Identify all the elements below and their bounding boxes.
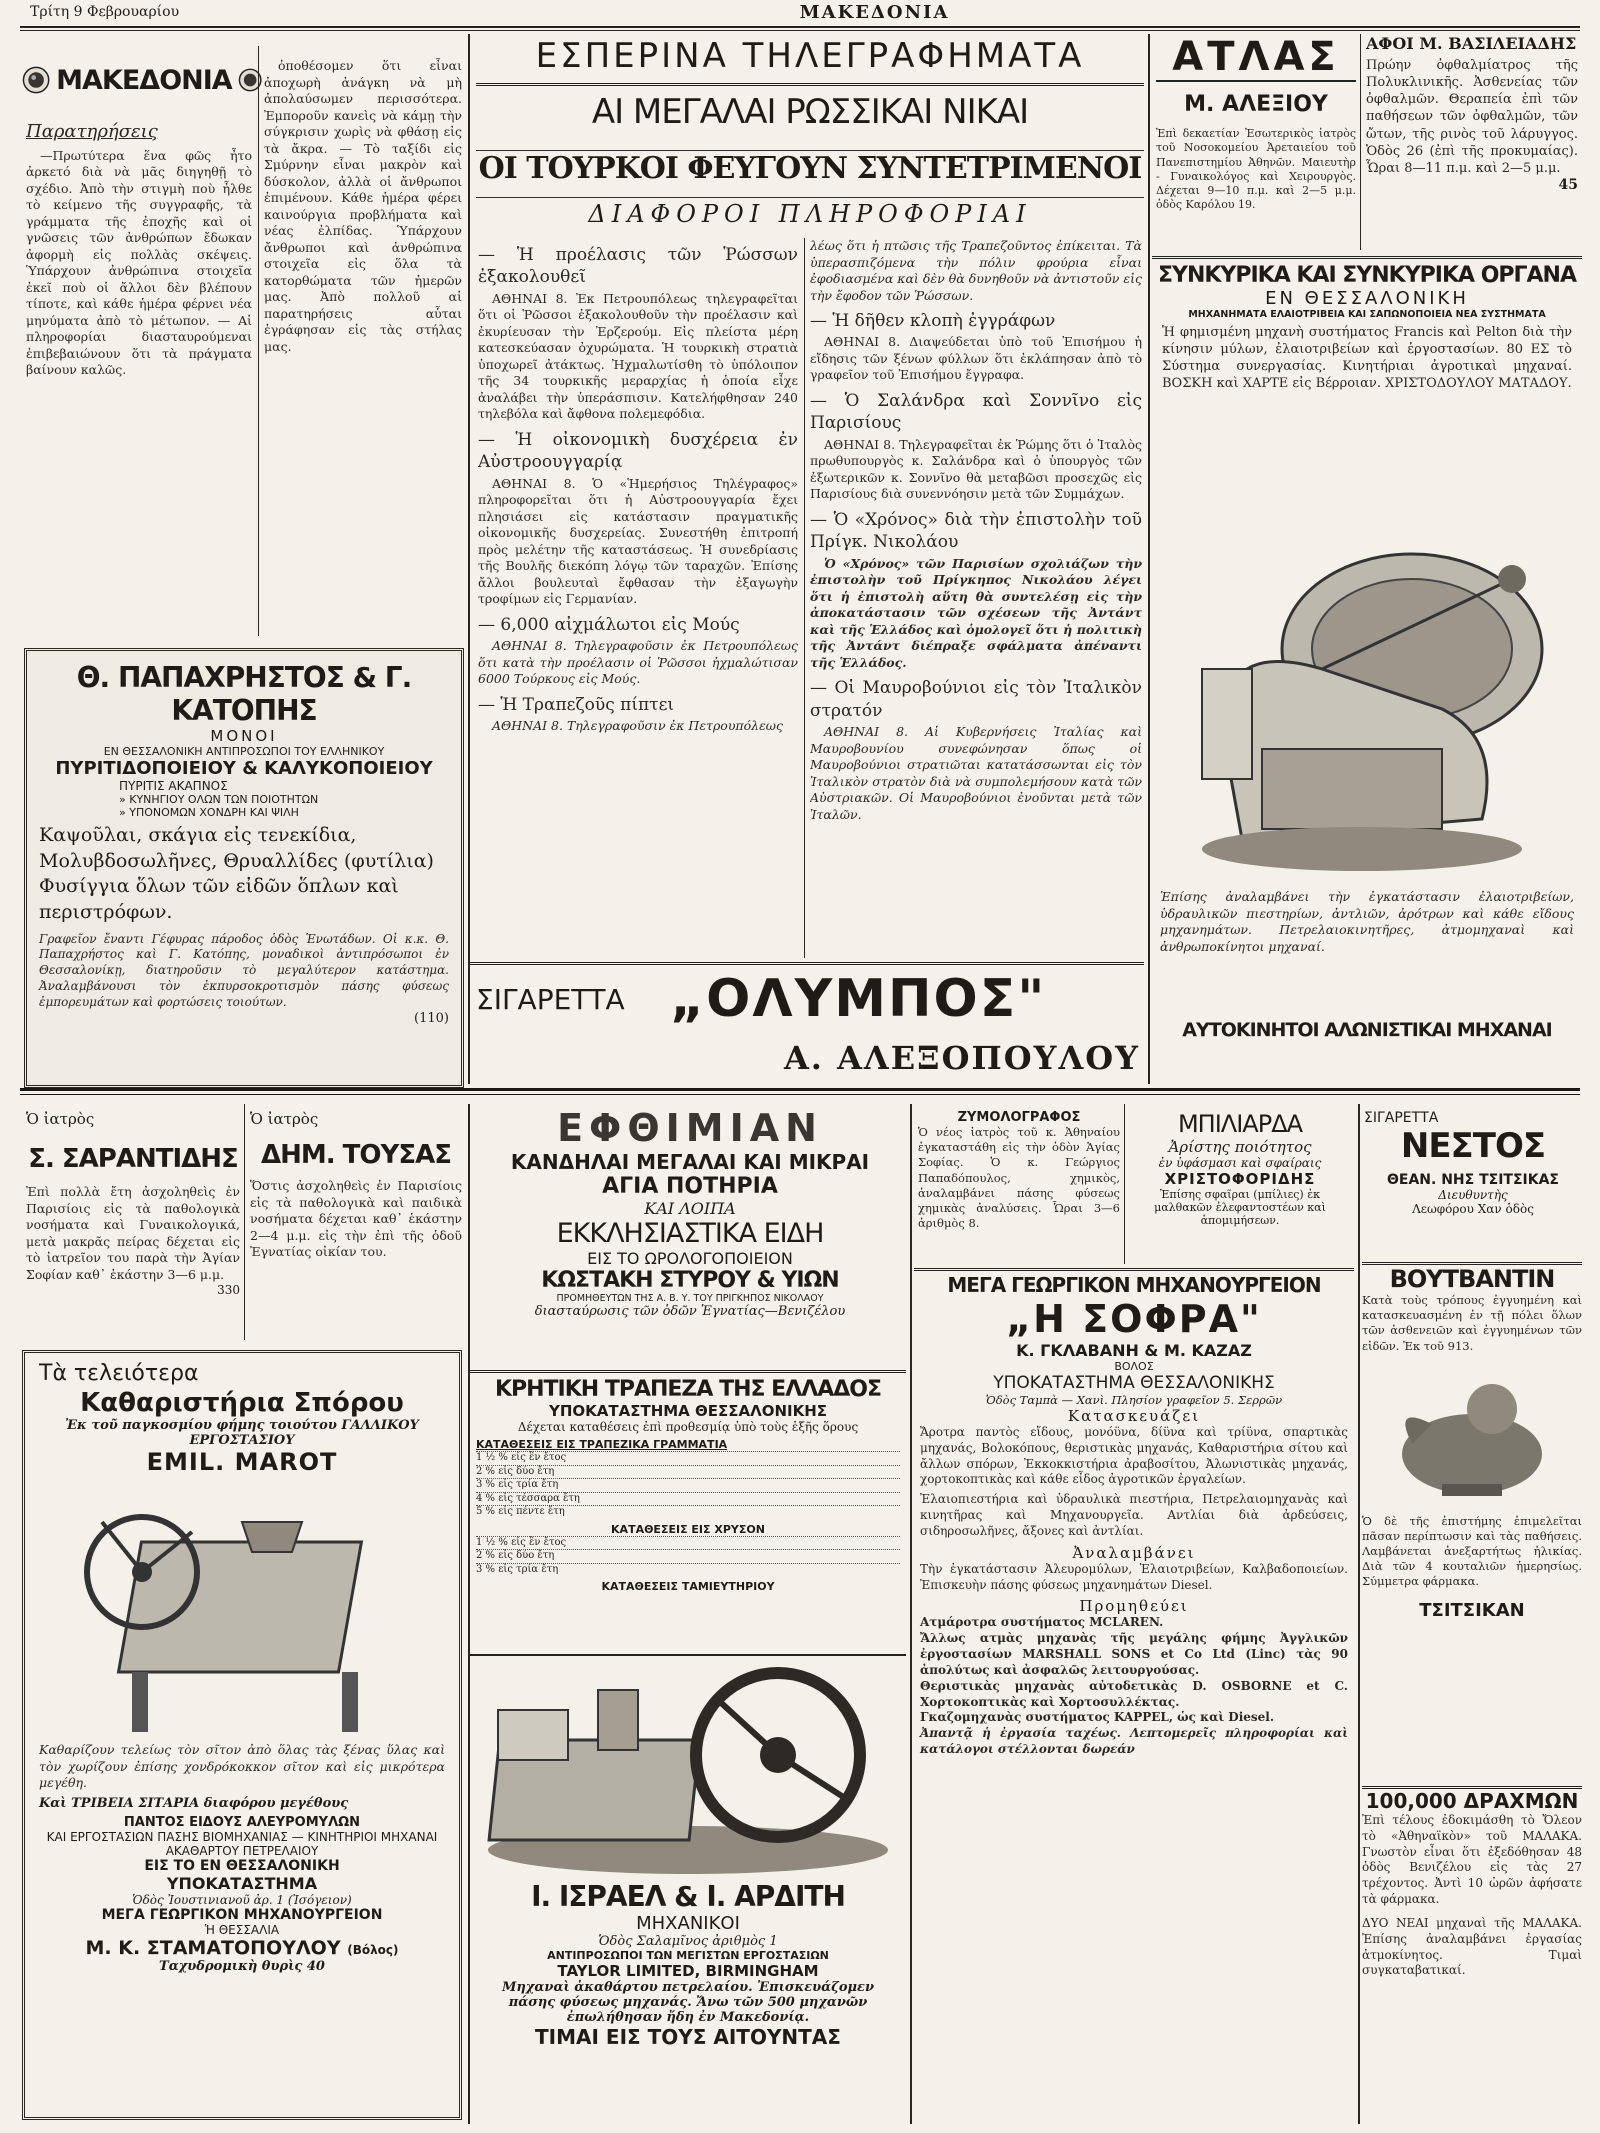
observations-heading: Παρατηρήσεις (26, 121, 158, 142)
ad-bank (470, 1370, 906, 1650)
bird-figure-illustration (1372, 1364, 1572, 1504)
telegram-s8-title: — Οἱ Μαυροβούνιοι εἰς τὸν Ἰταλικὸν στρατόν (810, 678, 1142, 721)
ad-papachristos-line1: ΕΝ ΘΕΣΣΑΛΟΝΙΚΗ ΑΝΤΙΠΡΟΣΩΠΟΙ ΤΟΥ ΕΛΛΗΝΙΚΟΥ (103, 745, 385, 758)
billiards-l2: ἐν ὑφάσμασι καὶ σφαίραις (1158, 1156, 1322, 1170)
telegram-s5-title: — Ἡ δῆθεν κλοπὴ ἐγγράφων (810, 311, 1056, 331)
billiards-title: ΜΠΙΛΙΑΡΔΑ (1177, 1110, 1303, 1138)
bank-table1-title: ΚΑΤΑΘΕΣΕΙΣ ΕΙΣ ΤΡΑΠΕΖΙΚΑ ΓΡΑΜΜΑΤΙΑ (476, 1438, 728, 1451)
bank-row: 4 % εἰς τέσσαρα ἔτη (476, 1492, 900, 1506)
israel-l1: ΑΝΤΙΠΡΟΣΩΠΟΙ ΤΩΝ ΜΕΓΙΣΤΩΝ ΕΡΓΟΣΤΑΣΙΩΝ (547, 1949, 829, 1962)
billiards-l4: Ἐπίσης σφαῖραι (μπίλιες) ἐκ μαλθακῶν ἐλεφαντοστέων καὶ ἀπομιμήσεων. (1154, 1188, 1326, 1227)
telegram-s1-body: ΑΘΗΝΑΙ 8. Ἐκ Πετρουπόλεως τηλεγραφεῖται ὅτι οἱ Ῥῶσσοι ἐξακολουθοῦν τὴν προέλασιν καὶ ἐκυρίευσαν τὴν Ἐρζερούμ. Εἰς πλείστα μέρη κατεσκεύασαν ὀχυρώματα. Ἡ τουρκικὴ στρατιὰ ὑποχωρεῖ ἀτάκτως. Ἠχμαλωτίσθη τὸ ὑπόλοιπον τῆς 34 τουρκικῆς μεραρχίας ἡ ὁποία εἶχε ἀναλάβει τὴν ὑπεράσπισιν. Κατελήφθησαν 240 τηλεβόλα καὶ ἄφθονα πολεμεφόδια. (478, 290, 798, 422)
masthead-title: ΜΑΚΕΔΟΝΙΑ (56, 64, 232, 96)
running-header (30, 0, 1570, 24)
bank-row: 1 ½ % εἰς ἓν ἔτος (476, 1536, 900, 1550)
efthimiou-l6: ΚΩΣΤΑΚΗ ΣΤΥΡΟΥ & ΥΙΩΝ (541, 1268, 839, 1293)
sofra-city: ΒΟΛΟΣ (1114, 1360, 1154, 1373)
marot-b11: Ταχυδρομικὴ θυρὶς 40 (159, 1958, 325, 1974)
bank-row: 2 % εἰς δύο ἔτη (476, 1465, 900, 1479)
israel-name: Ι. ΙΣΡΑΕΛ & Ι. ΑΡΔΙΤΗ (531, 1880, 845, 1913)
zymograph-body: Ὁ νέος ἰατρὸς τοῦ κ. Ἀθηναίου ἐγκαταστάθη εἰς τὴν ὁδὸν Ἁγίας Σοφίας. Ὁ κ. Γεώργιος Παπαδόπουλος, χημικὸς, ἀναλαμβάνει πάσης φύσεως χημικὰς ἀναλύσεις. Ὧραι 3—6 ἀριθμὸς 8. (918, 1125, 1120, 1231)
sarantidis-number: 330 (217, 1283, 240, 1297)
vantin-body: Κατὰ τοὺς τρόπους ἐγγυημένη καὶ κατασκευασμένη ἐν τῇ πόλει ὅλων τῶν ἀσθενειῶν καὶ ἐγγυημένων τῶν εἰδῶν. Ἐκ τοῦ 913. (1362, 1293, 1582, 1353)
ad-billiards (1130, 1110, 1350, 1262)
sofra-addr: Ὁδὸς Ταμπὰ — Χανὶ. Πλησίον γραφεῖον 5. Σερρῶν (985, 1393, 1283, 1407)
tousas-label: Ὁ ἰατρὸς (250, 1110, 319, 1128)
telegram-s3-body: ΑΘΗΝΑΙ 8. Τηλεγραφοῦσιν ἐκ Πετρουπόλεως ὅτι κατὰ τὴν προέλασιν οἱ Ῥῶσσοι ἠχμαλώτισαν 6000 Τούρκους εἰς Μούς. (478, 638, 798, 687)
telegram-s4-body: ΑΘΗΝΑΙ 8. Τηλεγραφοῦσιν ἐκ Πετρουπόλεως (492, 718, 783, 734)
ad-olympos (470, 962, 1144, 1082)
sofra-p6: Θεριστικὰς μηχανὰς αὐτοδετικὰς D. OSBORNE et C. Χορτοκοπτικὰς καὶ Χορτοσυλλέκτας. (920, 1678, 1348, 1709)
ad-papachristos-line2: ΠΥΡΙΤΙΔΟΠΟΙΕΙΟΥ & ΚΑΛΥΚΟΠΟΙΕΙΟΥ (55, 758, 433, 779)
ad-nestos-cigarette (1364, 1110, 1582, 1260)
sofra-h1: ΜΕΓΑ ΓΕΩΡΓΙΚΟΝ ΜΗΧΑΝΟΥΡΓΕΙΟΝ (947, 1273, 1321, 1297)
masthead (22, 40, 262, 120)
vasileiadis-body: Πρώην ὀφθαλμίατρος τῆς Πολυκλινικῆς. Ἀσθενείας τῶν ὀφθαλμῶν. Θεραπεία ἐπὶ τῶν παθήσεων τῶν ὀφθαλμῶν, τῶν ὤτων, τῆς ρινὸς τοῦ λάρυγγος. Ὁδὸς 26 (ἐπὶ τῆς προκυμαίας). Ὧραι 8—11 π.μ. καὶ 2—5 μ.μ. (1366, 58, 1578, 176)
bank-title: ΚΡΗΤΙΚΗ ΤΡΑΠΕΖΑ ΤΗΣ ΕΛΛΑΔΟΣ (494, 1377, 882, 1402)
coin-emblem-icon (22, 51, 50, 109)
pelton-heading3: ΜΗΧΑΝΗΜΑΤΑ ΕΛΑΙΟΤΡΙΒΕΙΑ ΚΑΙ ΣΑΠΩΝΟΠΟΙΕΙΑ ΝΕΑ ΣΥΣΤΗΜΑΤΑ (1188, 309, 1546, 320)
ad-sofra-machinery (914, 1268, 1354, 2124)
efthimiou-l2: ΑΓΙΑ ΠΟΤΗΡΙΑ (602, 1174, 778, 1199)
tousas-name: ΔΗΜ. ΤΟΥΣΑΣ (261, 1140, 451, 1170)
ad-vantin (1362, 1262, 1582, 1782)
efthimiou-l3: ΚΑΙ ΛΟΙΠΑ (644, 1199, 736, 1218)
telegram-s7-body: Ὁ «Χρόνος» τῶν Παρισίων σχολιάζων τὴν ἐπιστολὴν τοῦ Πρίγκηπος Νικολάου λέγει ὅτι ἡ ἐπιστολὴ αὕτη θὰ συντελέσῃ εἰς τὴν ἀποκατάστασιν τῶν σχέσεων τῆς Ἀντάντ καὶ τῆς Ἑλλάδος καὶ ὁμολογεῖ ὅτι ἡ πολιτικὴ τῆς Ἀντάντ διέπραξε σφάλματα ἀπέναντι τῆς Ἑλλάδος. (810, 555, 1142, 670)
bank-sub2: Δέχεται καταθέσεις ἐπὶ προθεσμίᾳ ὑπὸ τοὺς ἑξῆς ὅρους (517, 1420, 859, 1434)
zymograph-title: ΖΥΜΟΛΟΓΡΑΦΟΣ (957, 1110, 1081, 1125)
dramas-title: 100,000 ΔΡΑΧΜΩΝ (1365, 1789, 1579, 1813)
ad-atlas (1156, 34, 1356, 274)
pelton-body: Ἡ φημισμένη μηχανὴ συστήματος Francis καὶ Pelton διὰ τὴν κίνησιν μύλων, ἐλαιοτριβείων καὶ ἐργοστασίων. 80 ΕΣ τὸ Σύστημα συνεργασίας. Κινητήριαι ἀγροτικαὶ μηχαναί. ΒΟΣΚΗ καὶ ΧΑΡΤΕ εἰς Βέρροιαν. ΧΡΙΣΤΟΔΟΥΛΟΥ ΜΑΤΑΔΟΥ. (1162, 325, 1572, 392)
marot-b4: ΚΑΙ ΕΡΓΟΣΤΑΣΙΩΝ ΠΑΣΗΣ ΒΙΟΜΗΧΑΝΙΑΣ — ΚΙΝΗΤΗΡΙΟΙ ΜΗΧΑΝΑΙ ΑΚΑΘΑΡΤΟΥ ΠΕΤΡΕΛΑΙΟΥ (46, 1829, 438, 1858)
efthimiou-l8: διασταύρωσις τῶν ὁδῶν Ἐγνατίας—Βενιζέλου (534, 1304, 846, 1319)
ad-papachristos-line5: » ΥΠΟΝΟΜΩΝ ΧΟΝΔΡΗ ΚΑΙ ΨΙΛΗ (119, 806, 299, 819)
ad-doctor-sarantidis (26, 1110, 240, 1340)
dramas-body2: ΔΥΟ ΝΕΑΙ μηχαναὶ τῆς ΜΑΛΑΚΑ. Ἐπίσης ἀναλαμβάνει ἐργασίας ἀτμοκίνητος. Τιμαὶ συγκαταβατικαί. (1362, 1915, 1582, 1978)
sofra-p4: Ατμάροτρα συστήματος MCLAREN. (920, 1615, 1164, 1630)
ad-papachristos-body2: Γραφεῖον ἔναντι Γέφυρας πάροδος ὁδὸς Ἑνωτάδων. Οἱ κ.κ. Θ. Παπαχρήστος καὶ Γ. Κατόπης, μοναδικοὶ ἀντιπρόσωποι ἐν Θεσσαλονίκῃ, διατηροῦσιν τὸ μεγαλύτερον κατάστημα. Ἀναλαμβάνουσι τὸν ἐκπυρσοκροτισμὸν πάσης φύσεως ἐμπορευμάτων καὶ φορτώσεις τοιούτων. (39, 931, 449, 1009)
billiards-l1: Ἀρίστης ποιότητος (1168, 1138, 1312, 1156)
column-two (264, 58, 462, 638)
telegram-s2-title: — Ἡ οἰκονομικὴ δυσχέρεια ἐν Αὐστροουγγαρίᾳ (478, 429, 798, 473)
sofra-p8: Ἀπαντᾷ ἡ ἐργασία ταχέως. Λεπτομερεῖς πληροφορίαι καὶ κατάλογοι στέλλονται δωρεάν (920, 1726, 1348, 1757)
telegrams-column-b (810, 238, 1142, 968)
israel-l4: ΤΙΜΑΙ ΕΙΣ ΤΟΥΣ ΑΙΤΟΥΝΤΑΣ (535, 2025, 841, 2049)
ad-efthimian-church-items (476, 1106, 904, 1366)
sarantidis-label: Ὁ ἰατρὸς (26, 1110, 95, 1128)
sarantidis-name: Σ. ΣΑΡΑΝΤΙΔΗΣ (28, 1144, 238, 1174)
marot-b9: Ἡ ΘΕΣΣΑΛΙΑ (204, 1922, 280, 1937)
bank-row: 2 % εἰς δύο ἔτη (476, 1549, 900, 1563)
vasileiadis-title: ΑΦΟΙ Μ. ΒΑΣΙΛΕΙΑΔΗΣ (1366, 34, 1577, 53)
marot-top: Τὰ τελειότερα (39, 1361, 199, 1386)
marot-maker: EMIL. MAROT (146, 1448, 338, 1476)
ad-zymograph (918, 1110, 1120, 1262)
vantin-title: ΒΟΥΤΒΑΝΤΙΝ (1389, 1265, 1555, 1293)
sofra-pr: Προμηθεύει (1079, 1597, 1189, 1616)
efthimiou-l1: ΚΑΝΔΗΛΑΙ ΜΕΓΑΛΑΙ ΚΑΙ ΜΙΚΡΑΙ (510, 1150, 870, 1174)
sofra-owners: Κ. ΓΚΛΑΒΑΝΗ & Μ. ΚΑΖΑΖ (1016, 1341, 1252, 1360)
telegram-s6-title: — Ὁ Σαλάνδρα καὶ Σοννῖνο εἰς Παρισίους (810, 390, 1142, 434)
ad-doctor-tousas (250, 1110, 462, 1340)
column-observations (26, 120, 252, 640)
atlas-title: ΑΤΛΑΣ (1156, 34, 1356, 82)
headline-various-news: ΔΙΑΦΟΡΟΙ ΠΛΗΡΟΦΟΡΙΑΙ (588, 200, 1032, 228)
telegram-s7-title: — Ὁ «Χρόνος» διὰ τὴν ἐπιστολὴν τοῦ Πρίγκ. Νικολάου (810, 509, 1142, 553)
telegram-s8-body: ΑΘΗΝΑΙ 8. Αἱ Κυβερνήσεις Ἰταλίας καὶ Μαυροβουνίου συνεφώνησαν ὅπως οἱ Μαυροβούνιοι στρατιῶται κατατάσσωνται εἰς τὸν Ἰταλικὸν στρατὸν διὰ νὰ συμπολεμήσουν κατὰ τῶν Αὐστριακῶν. Οἱ Μαυροβούνιοι ἐνοῦνται μετὰ τῶν Ἰταλῶν. (810, 724, 1142, 822)
ad-papachristos-body: Καψοῦλαι, σκάγια εἰς τενεκίδια, Μολυβδοσωλῆνες, Θρυαλλίδες (φυτίλια) Φυσίγγια ὅλων τῶν εἰδῶν ὅπλων καὶ περιστρόφων. (39, 824, 434, 923)
vantin-body2: Ὁ δὲ τῆς ἐπιστήμης ἐπιμελεῖται πᾶσαν περίπτωσιν καὶ τὰς παθήσεις. Λαμβάνεται ἀνεξαρτήτως ἡλικίας. Διὰ τῶν 4 κουταλιῶν ἡμερησίως. Σύμμετρα φάρμακα. (1362, 1513, 1582, 1589)
ad-papachristos-title: Θ. ΠΑΠΑΧΡΗΣΤΟΣ & Γ. ΚΑΤΟΠΗΣ (76, 661, 412, 727)
column-two-text: ὀποθέσομεν ὅτι εἶναι ἀποχωρὴ ἀνάγκη νὰ μὴ ἀπολαύσωμεν περισσότερα. Ἐμποροῦν κανεὶς νὰ κάμῃ τὴν σύγκρισιν χωρὶς νὰ φθάσῃ εἰς τὰ ἄκρα. — Τὸ ταξίδι εἰς Σμύρνην εἶναι μακρὸν καὶ δύσκολον, ἀλλὰ οἱ ἄνθρωποι ἐπιμένουν. Κάθε ἡμέρα φέρει καινούργια προβλήματα καὶ νέας ἐλπίδας. Ὑπάρχουν ἄνθρωποι καὶ ἀνθρώπινα στοιχεῖα εἰς ὅλα τὰ κατορθώματα τῶν ἡμερῶν μας. Ἀπὸ πολλοῦ αἱ παρατηρήσεις αὗται ἐγράφησαν εἰς τὰς στήλας μας. (264, 58, 462, 354)
ad-papachristos-number: (110) (414, 1010, 449, 1026)
marot-b5: ΕΙΣ ΤΟ ΕΝ ΘΕΣΣΑΛΟΝΙΚΗ (144, 1857, 340, 1874)
israel-l3: Μηχαναὶ ἀκαθάρτου πετρελαίου. Ἐπισκευάζομεν πάσης φύσεως μηχανάς. Ἄνω τῶν 500 μηχανῶν ἐπωλήθησαν ἤδη ἐν Μακεδονίᾳ. (502, 1980, 874, 2025)
sofra-an: Ἀναλαμβάνει (1072, 1543, 1196, 1562)
pelton-heading2: ΕΝ ΘΕΣΣΑΛΟΝΙΚΗ (1265, 288, 1469, 309)
israel-l2: TAYLOR LIMITED, BIRMINGHAM (557, 1962, 819, 1980)
telegram-s5-body: ΑΘΗΝΑΙ 8. Διαψεύδεται ὑπὸ τοῦ Ἐπισήμου ἡ εἴδησις τῶν ξένων φύλλων ὅτι ἐκλάπησαν ἀπὸ τὸ γραφεῖον τοῦ Ἐπισήμου ἔγγραφα. (810, 334, 1142, 383)
page-date: Τρίτη 9 Φεβρουαρίου (30, 4, 180, 20)
ad-marot-seed-cleaners (22, 1350, 462, 2120)
telegram-s1-title: — Ἡ προέλασις τῶν Ῥώσσων ἐξακολουθεῖ (478, 245, 798, 288)
marot-sub: Ἐκ τοῦ παγκοσμίου φήμης τοιούτου ΓΑΛΛΙΚΟΥ ΕΡΓΟΣΤΑΣΙΟΥ (65, 1418, 419, 1448)
billiards-l3: ΧΡΙΣΤΟΦΟΡΙΔΗΣ (1164, 1170, 1316, 1188)
sofra-p1: Ἄροτρα παντὸς εἴδους, μονόϋνα, δίϋνα καὶ τρίϋνα, σπαρτικὰς μηχανάς, Βολοκόπους, θεριστικὰς μηχανάς, Καθαριστήρια σίτου καὶ ἄλλων σπόρων, Ἐκκοκκιστήρια ἀραβοσίτου, Ἀλωνιστικὰς μηχανάς, χορτοκοπτικὰς καὶ κάθε εἶδος ἀγροτικῶν ἐργαλείων. (920, 1425, 1348, 1487)
olympos-owner: Α. ΑΛΕΞΟΠΟΥΛΟΥ (783, 1039, 1140, 1077)
vasileiadis-number: 45 (1558, 177, 1578, 194)
bank-table2-title: ΚΑΤΑΘΕΣΕΙΣ ΕΙΣ ΧΡΥΣΟΝ (611, 1522, 765, 1536)
marot-b7: Ὁδὸς Ἰουστινιανοῦ ἀρ. 1 (Ἰσόγειον) (132, 1892, 352, 1907)
ad-papachristos (24, 648, 464, 1088)
telegram-s4-title: — Ἡ Τραπεζοῦς πίπτει (478, 694, 675, 715)
telegram-s6-body: ΑΘΗΝΑΙ 8. Τηλεγραφεῖται ἐκ Ῥώμης ὅτι ὁ Ἰταλὸς πρωθυπουργὸς κ. Σαλάνδρα καὶ ὁ ὑπουργὸς τῶν ἐξωτερικῶν κ. Σοννῖνο θὰ μεταβῶσι προσεχῶς εἰς Παρισίους διὰ συνεννόησιν μετὰ τῶν Συμμάχων. (810, 436, 1142, 502)
sarantidis-body: Ἐπὶ πολλὰ ἔτη ἀσχοληθεὶς ἐν Παρισίοις εἰς τὰ παθολογικὰ νοσήματα καὶ Γυναικολογικά, μετὰ μακρᾶς πείρας δέχεται εἰς τὸ ἰατρεῖον του παρὰ τὴν Ἀγίαν Σοφίαν καθ᾿ ἑκάστην 3—6 μ.μ. (26, 1184, 240, 1282)
marot-b2: Καὶ ΤΡΙΒΕΙΑ ΣΙΤΑΡΙΑ διαφόρου μεγέθους (39, 1795, 349, 1811)
sofra-p7: Γκαζομηχανὰς συστήματος KAPPEL, ὡς καὶ Diesel. (920, 1710, 1275, 1725)
sofra-branch: ΥΠΟΚΑΤΑΣΤΗΜΑ ΘΕΣΣΑΛΟΝΙΚΗΣ (993, 1373, 1275, 1393)
telegram-c2-body: λέως ὅτι ἡ πτῶσις τῆς Τραπεζοῦντος ἐπίκειται. Τὰ ὑπερασπιζόμενα τὴν πόλιν φρούρια εἶναι ἐφοδιασμένα καὶ δὲν θὰ δυνηθοῦν νὰ ἀντιστοῦν εἰς τὴν ἔφοδον τῶν Ῥώσσων. (810, 238, 1142, 303)
bank-row: 5 % εἰς πέντε ἔτη (476, 1505, 900, 1519)
nestos-prefix: ΣΙΓΑΡΕΤΤΑ (1364, 1110, 1439, 1126)
sofra-k: Κατασκευάζει (1067, 1407, 1201, 1425)
ad-vasileiadis (1366, 34, 1578, 250)
pelton-footer: ΑΥΤΟΚΙΝΗΤΟΙ ΑΛΩΝΙΣΤΙΚΑΙ ΜΗΧΑΝΑΙ (1182, 1019, 1552, 1041)
marot-b6: ΥΠΟΚΑΤΑΣΤΗΜΑ (166, 1873, 318, 1893)
atlas-body: Ἐπὶ δεκαετίαν Ἐσωτερικὸς ἰατρὸς τοῦ Νοσοκομείου Ἀρεταιείου τοῦ Πανεπιστημίου Ἀθηνῶν. Μαιευτὴρ - Γυναικολόγος καὶ Χειρουργὸς. Δέχεται 9—10 π.μ. καὶ 2—5 μ.μ. ὁδὸς Καρόλου 19. (1156, 127, 1356, 212)
israel-sub: ΜΗΧΑΝΙΚΟΙ (636, 1913, 740, 1934)
nestos-owner: ΘΕΑΝ. ΝΗΣ ΤΣΙΤΣΙΚΑΣ (1387, 1172, 1559, 1188)
sofra-p5: Ἄλλως ατμὰς μηχανὰς τῆς μεγάλης φήμης Ἀγγλικῶν ἐργοστασίων MARSHALL SONS et Co Ltd (Linc) τὰς 90 ἀπολύτως καὶ ἀσφαλῶς λειτουργούσας. (920, 1631, 1348, 1677)
bank-table3-title: ΚΑΤΑΘΕΣΕΙΣ ΤΑΜΙΕΥΤΗΡΙΟΥ (601, 1580, 775, 1593)
newspaper-name-runner: ΜΑΚΕΔΟΝΙΑ (799, 1, 950, 23)
telegrams-banner: ΕΣΠΕΡΙΝΑ ΤΗΛΕΓΡΑΦΗΜΑΤΑ (476, 36, 1144, 86)
ad-100000-drachmas (1362, 1786, 1582, 2122)
efthimiou-l5: ΕΙΣ ΤΟ ΩΡΟΛΟΓΟΠΟΙΕΙΟΝ (587, 1249, 793, 1268)
pelton-caption: Ἐπίσης ἀναλαμβάνει τὴν ἐγκατάστασιν ἐλαιοτριβείων, ὑδραυλικῶν πιεστηρίων, ἀντλιῶν, ἀρότρων καὶ κάθε εἴδους μηχανημάτων. Πετρελαιοκινητῆρες, ἀτμομηχαναὶ καὶ ἀνθρωποκίνητοι μηχαναί. (1160, 889, 1574, 954)
sofra-name: „Η ΣΟΦΡΑ" (1006, 1297, 1262, 1341)
dramas-body: Ἐπὶ τέλους ἐδοκιμάσθη τὸ Ὄλεον τὸ «Ἀθηναϊκὸν» τοῦ ΜΑΛΑΚΑ. Γνωστὸν εἶναι ὅτι ἐξεδόθησαν 48 ὁδὸς Βενιζέλου εἰς τὰς 27 τρέχοντος. Ἀντὶ 10 ὠρῶν ἀφήσατε τὰ φάρμακα. (1362, 1813, 1582, 1907)
bank-row: 1 ½ % εἰς ἓν ἔτος (476, 1451, 900, 1465)
marot-b10b: (Βόλος) (347, 1942, 399, 1957)
vantin-maker: ΤΣΙΤΣΙΚΑΝ (1419, 1599, 1525, 1621)
nestos-role: Διευθυντὴς (1438, 1188, 1508, 1202)
ad-papachristos-monoi: ΜΟΝΟΙ (210, 727, 278, 745)
israel-addr: Ὁδὸς Σαλαμῖνος ἀριθμὸς 1 (598, 1934, 778, 1949)
bank-row: 3 % εἰς τρία ἔτη (476, 1478, 900, 1492)
telegram-s2-body: ΑΘΗΝΑΙ 8. Ὁ «Ἡμερήσιος Τηλέγραφος» πληροφορεῖται ὅτι ἡ Αὐστροουγγαρία ἔχει πλησιάσει εἰς κατάστασιν πραγματικῆς οἰκονομικῆς δυσχερείας. Συνεστήθη ἐπιτροπή πρὸς μελέτην τῆς καταστάσεως. Ἡ συνεδρίασις τῆς Βουλῆς διεκόπη λόγῳ τῶν ταραχῶν. Ἐπίσης ἄλλοι βουλευταὶ ἔφθασαν τὴν ἐξαγωγὴν τροφίμων εἰς Γερμανίαν. (478, 475, 798, 607)
olympos-prefix: ΣΙΓΑΡΕΤΤΑ (476, 983, 625, 1016)
ad-papachristos-line3: ΠΥΡΙΤΙΣ ΑΚΑΠΝΟΣ (119, 779, 228, 793)
sofra-p3: Τὴν ἐγκατάστασιν Ἀλευρομύλων, Ἐλαιοτριβείων, Καλβαδοποιείων. Ἐπισκευὴν πάσης φύσεως μηχανημάτων Diesel. (920, 1561, 1348, 1592)
marot-b3: ΠΑΝΤΟΣ ΕΙΔΟΥΣ ΑΛΕΥΡΟΜΥΛΩΝ (123, 1814, 361, 1830)
efthimiou-l4: ΕΚΚΛΗΣΙΑΣΤΙΚΑ ΕΙΔΗ (556, 1218, 824, 1249)
oil-engine-illustration (478, 1660, 898, 1880)
tousas-body: Ὅστις ἀσχοληθεὶς ἐν Παρισίοις εἰς τὰ παθολογικὰ καὶ παιδικὰ νοσήματα δέχεται καθ᾿ ἑκάστην 2—4 μ.μ. εἰς τὴν ἐπὶ τῆς ὁδοῦ Ἐγνατίας οἰκίαν του. (250, 1178, 462, 1259)
ad-pelton-machines (1152, 256, 1582, 1080)
olive-press-machine-illustration (1182, 519, 1552, 879)
atlas-doctor: Μ. ΑΛΕΞΙΟΥ (1184, 92, 1328, 117)
telegram-s3-title: — 6,000 αἰχμάλωτοι εἰς Μούς (478, 614, 740, 635)
bank-table1 (476, 1451, 900, 1519)
bank-row: 3 % εἰς τρία ἔτη (476, 1563, 900, 1577)
headline-turks-flee: ΟΙ ΤΟΥΡΚΟΙ ΦΕΥΓΟΥΝ ΣΥΝΤΕΤΡΙΜΕΝΟΙ (476, 150, 1144, 198)
telegrams-column-a (478, 238, 798, 968)
ad-israel-arditi (470, 1654, 906, 2124)
efthimiou-name: ΕΦΘΙΜΙΑΝ (557, 1106, 823, 1150)
bank-table2 (476, 1536, 900, 1577)
bank-sub: ΥΠΟΚΑΤΑΣΤΗΜΑ ΘΕΣΣΑΛΟΝΙΚΗΣ (548, 1402, 828, 1420)
olympos-name: „ΟΛΥΜΠΟΣ" (670, 969, 1047, 1029)
marot-b8: ΜΕΓΑ ΓΕΩΡΓΙΚΟΝ ΜΗΧΑΝΟΥΡΓΕΙΟΝ (101, 1906, 383, 1923)
marot-b10: Μ. Κ. ΣΤΑΜΑΤΟΠΟΥΛΟΥ (85, 1936, 341, 1959)
seed-cleaner-illustration (42, 1482, 442, 1742)
nestos-addr: Λεωφόρου Χαν ὁδὸς (1412, 1202, 1534, 1216)
observations-text: —Πρωτύτερα ἕνα φῶς ἦτο ἀρκετό διὰ νὰ μᾶς διηγηθῇ τὸ σχέδιο. Ἀπὸ τὴν στιγμὴ ποὺ ἦλθε τὸ κείμενο τῆς συγγραφῆς, τὰ γράμματα τῆς ἐποχῆς καὶ οἱ γνῶσεις τῶν ἀνθρώπων ἔδωκαν ἀφορμὴ εἰς πολλὰς σκέψεις. Ὑπάρχουν ἀνθρώπινα στοιχεῖα ἐκεῖ ποὺ οἱ ἄλλοι δὲν βλέπουν τίποτε, καὶ κάθε ἡμέρα φέρνει νέα μηνύματα ἀπὸ τὸ μέτωπον. — Αἱ πληροφορίαι διασταυρούμεναι ἐπιβεβαιώνουν ὅτι τὰ πράγματα βαίνουν καλῶς. (26, 147, 252, 378)
headline-russian-victories: ΑΙ ΜΕΓΑΛΑΙ ΡΩΣΣΙΚΑΙ ΝΙΚΑΙ (591, 92, 1029, 132)
ad-papachristos-line4: » ΚΥΝΗΓΙΟΥ ΟΛΩΝ ΤΩΝ ΠΟΙΟΤΗΤΩΝ (119, 793, 319, 806)
nestos-name: ΝΕΣΤΟΣ (1400, 1126, 1546, 1166)
marot-body: Καθαρίζουν τελείως τὸν σῖτον ἀπὸ ὅλας τὰς ξένας ὕλας καὶ τὸν χωρίζουν ἐπίσης χονδρόκοκκον σῖτον καὶ εἰς μικρότερα μεγέθη. (39, 1742, 445, 1790)
efthimiou-l7: ΠΡΟΜΗΘΕΥΤΩΝ ΤΗΣ Α. Β. Υ. ΤΟΥ ΠΡΙΓΚΗΠΟΣ ΝΙΚΟΛΑΟΥ (556, 1293, 824, 1304)
pelton-heading1: ΣΥΝΚΥΡΙΚΑ ΚΑΙ ΣΥΝΚΥΡΙΚΑ ΟΡΓΑΝΑ (1157, 263, 1576, 288)
sofra-p2: Ἐλαιοπιεστήρια καὶ ὑδραυλικὰ πιεστήρια, Πετρελαιομηχανὰς καὶ κινητῆρας καὶ Μηχανουργεῖα. Αντλίαι διὰ ἀρδεύσεις, σιδηροσωλῆνες, ἄξονες καὶ ἀντλίαι. (920, 1492, 1348, 1538)
marot-title: Καθαριστήρια Σπόρου (80, 1388, 404, 1418)
